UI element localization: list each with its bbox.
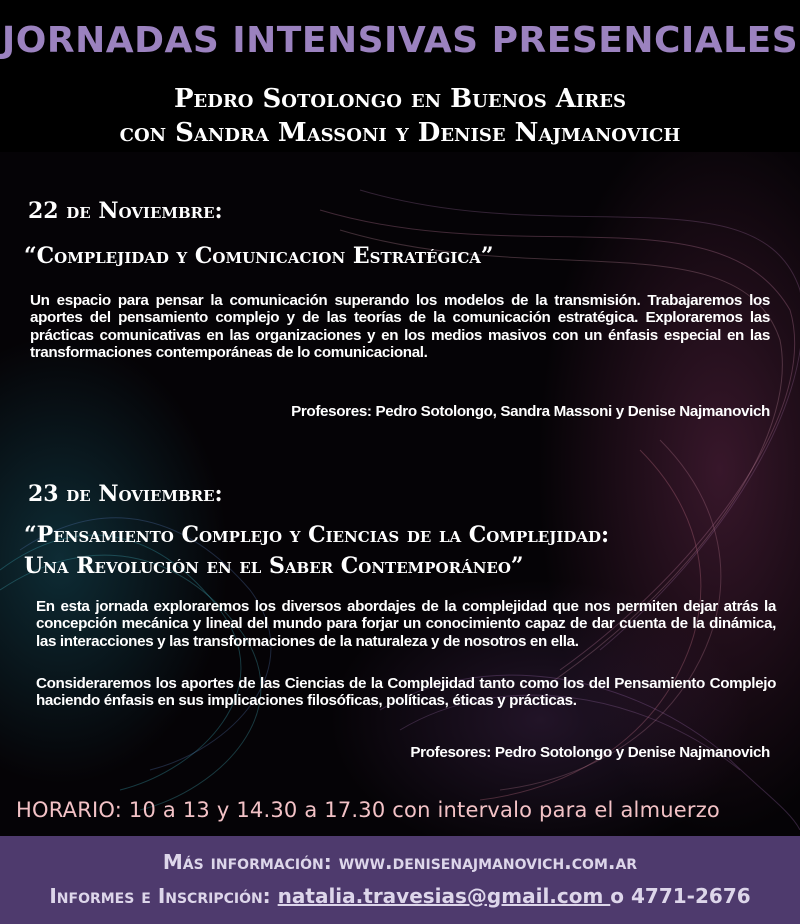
day1-description: Un espacio para pensar la comunicación superando los modelos de la transmisión. Trabajaremos los aportes del pensamiento complejo y de las teorías de la comunicación estratégica. Exploraremos las prácticas comunicativas en las organizaciones y en los medios masivos con un énfasis especial en las transformaciones contemporáneas de lo comunicacional. — [30, 292, 770, 362]
schedule-text: HORARIO: 10 a 13 y 14.30 a 17.30 con intervalo para el almuerzo — [16, 798, 720, 822]
inscription-label: Informes e Inscripción: — [49, 884, 271, 908]
info-label: Más información: — [162, 850, 332, 874]
connector-text: o — [610, 884, 625, 908]
subtitle-line-2: con Sandra Massoni y Denise Najmanovich — [119, 118, 681, 148]
header — [0, 0, 800, 152]
day2-title-line-1: “Pensamiento Complejo y Ciencias de la Complejidad: — [24, 522, 610, 548]
day2-date: 23 de Noviembre: — [28, 481, 223, 507]
website-link[interactable]: www.denisenajmanovich.com.ar — [338, 850, 638, 874]
footer-info-line — [0, 850, 800, 874]
day1-title: “Complejidad y Comunicacion Estratégica” — [24, 243, 494, 269]
day2-professors: Profesores: Pedro Sotolongo y Denise Najmanovich — [410, 744, 770, 761]
subtitle-line-1: Pedro Sotolongo en Buenos Aires — [173, 84, 627, 114]
day2-description-2: Consideraremos los aportes de las Ciencias de la Complejidad tanto como los del Pensamiento Complejo haciendo énfasis en sus implicaciones filosóficas, políticas, éticas y prácticas. — [36, 675, 776, 710]
day1-date: 22 de Noviembre: — [28, 198, 223, 224]
day2-description-1: En esta jornada exploraremos los diversos abordajes de la complejidad que nos permiten dejar atrás la concepción mecánica y lineal del mundo para forjar un conocimiento capaz de dar cuenta de la dinámica, las interacciones y las transformaciones de la naturaleza y de nosotros en ella. — [36, 598, 776, 650]
day2-title-line-2: Una Revolución en el Saber Contemporáneo” — [24, 553, 524, 579]
email-link[interactable]: natalia.travesias@gmail.com — [277, 884, 611, 908]
phone-number: 4771-2676 — [631, 884, 751, 908]
day1-professors: Profesores: Pedro Sotolongo, Sandra Massoni y Denise Najmanovich — [291, 403, 770, 420]
footer — [0, 836, 800, 924]
page-title: JORNADAS INTENSIVAS PRESENCIALES — [1, 20, 799, 61]
footer-inscription-line — [0, 884, 800, 908]
